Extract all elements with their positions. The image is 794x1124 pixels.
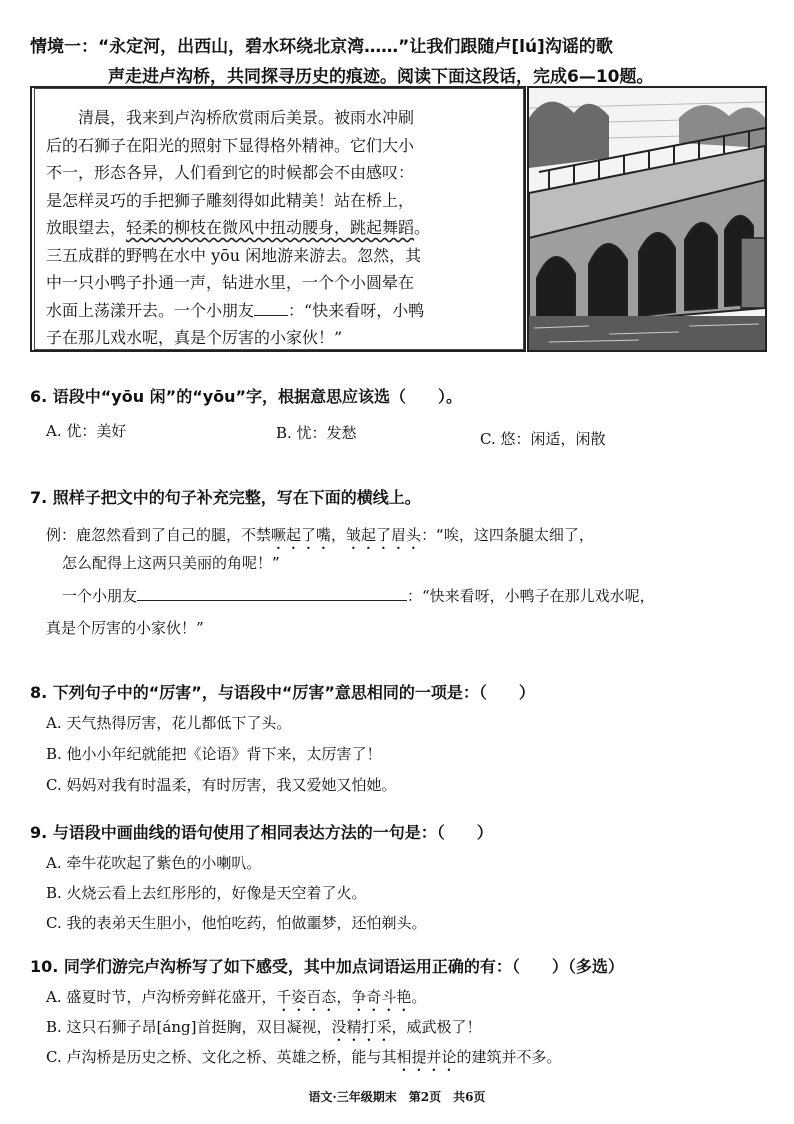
question-7-title: 7. 照样子把文中的句子补充完整，写在下面的横线上。 bbox=[30, 488, 421, 507]
q10-option-b[interactable] bbox=[46, 1016, 482, 1045]
option-text: A. 盛夏时节，卢沟桥旁鲜花盛开， bbox=[46, 988, 277, 1006]
example-text: ， bbox=[331, 526, 347, 544]
passage-line: 清晨，我来到卢沟桥欣赏雨后美景。被雨水冲刷 bbox=[78, 108, 415, 127]
dotted-word: 相提并论 bbox=[396, 1048, 457, 1066]
q10-option-a[interactable] bbox=[46, 986, 426, 1015]
dotted-word: 没精打采 bbox=[331, 1018, 392, 1036]
passage-line bbox=[46, 214, 516, 242]
passage-line: 三五成群的野鸭在水中 yōu 闲地游来游去。忽然，其 bbox=[46, 245, 422, 265]
option-text: ， bbox=[336, 988, 352, 1006]
passage-line: 子在那儿戏水呢，真是个厉害的小家伙！” bbox=[46, 328, 343, 347]
wavy-underlined-sentence: 轻柔的柳枝在微风中扭动腰身，跳起舞蹈 bbox=[126, 218, 415, 237]
intro-line-1: 情境一：“永定河，出西山，碧水环绕北京湾……”让我们跟随卢[lú]沟谣的歌 bbox=[30, 37, 613, 57]
q7-fill-line-2: 真是个厉害的小家伙！” bbox=[46, 619, 204, 637]
example-text: 例：鹿忽然看到了自己的腿，不禁 bbox=[46, 526, 272, 544]
fill-text: 一个小朋友 bbox=[62, 587, 138, 605]
q9-option-a[interactable]: A. 牵牛花吹起了紫色的小喇叭。 bbox=[46, 854, 262, 872]
answer-blank[interactable] bbox=[254, 299, 288, 316]
passage-line: 后的石狮子在阳光的照射下显得格外精神。它们大小 bbox=[46, 135, 415, 155]
q7-example-line-2: 怎么配得上这两只美丽的角呢！” bbox=[62, 554, 280, 572]
q8-option-a[interactable]: A. 天气热得厉害，花儿都低下了头。 bbox=[46, 714, 292, 732]
q6-option-b[interactable]: B. 忧：发愁 bbox=[276, 424, 357, 442]
option-text: 的建筑并不多。 bbox=[456, 1048, 562, 1066]
dotted-word: 千姿百态 bbox=[276, 988, 337, 1006]
lugou-bridge-illustration bbox=[527, 86, 767, 352]
option-text: 。 bbox=[411, 988, 427, 1006]
dotted-word: 皱起了眉头 bbox=[346, 526, 422, 544]
passage-text: 放眼望去， bbox=[46, 218, 127, 237]
question-8-title: 8. 下列句子中的“厉害”，与语段中“厉害”意思相同的一项是：（ ） bbox=[30, 683, 535, 702]
q9-option-c[interactable]: C. 我的表弟天生胆小，他怕吃药，怕做噩梦，还怕剃头。 bbox=[46, 914, 427, 932]
q8-option-c[interactable]: C. 妈妈对我有时温柔，有时厉害，我又爱她又怕她。 bbox=[46, 776, 397, 794]
q9-option-b[interactable]: B. 火烧云看上去红彤彤的，好像是天空着了火。 bbox=[46, 884, 367, 902]
example-text: ：“唉，这四条腿太细了， bbox=[421, 526, 594, 544]
dotted-word: 争奇斗艳 bbox=[351, 988, 412, 1006]
passage-text: 。 bbox=[414, 218, 431, 237]
fill-text: ：“快来看呀，小鸭子在那儿戏水呢， bbox=[407, 587, 655, 605]
dotted-word: 噘起了嘴 bbox=[271, 526, 332, 544]
q7-example bbox=[46, 524, 594, 553]
passage-text: ：“快来看呀，小鸭 bbox=[288, 300, 425, 320]
q8-option-b[interactable]: B. 他小小年纪就能把《论语》背下来，太厉害了！ bbox=[46, 745, 382, 763]
q7-fill-sentence bbox=[62, 585, 655, 606]
q6-option-c[interactable]: C. 悠：闲适，闲散 bbox=[480, 430, 606, 448]
passage-line: 中一只小鸭子扑通一声，钻进水里，一个个小圆晕在 bbox=[46, 273, 415, 292]
question-10-title: 10. 同学们游完卢沟桥写了如下感受，其中加点词语运用正确的有：（ ）（多选） bbox=[30, 957, 624, 976]
passage-text: 水面上荡漾开去。一个小朋友 bbox=[46, 300, 255, 320]
bridge-drawing bbox=[529, 88, 765, 350]
q7-answer-line[interactable] bbox=[137, 585, 407, 601]
passage-line: 是怎样灵巧的手把狮子雕刻得如此精美！站在桥上， bbox=[46, 190, 415, 210]
q10-option-c[interactable] bbox=[46, 1046, 562, 1075]
reading-passage bbox=[46, 104, 516, 352]
option-text: ，威武极了！ bbox=[391, 1018, 482, 1036]
passage-line bbox=[46, 297, 516, 325]
option-text: C. 卢沟桥是历史之桥、文化之桥、英雄之桥，能与其 bbox=[46, 1048, 397, 1066]
question-6-title: 6. 语段中“yōu 闲”的“yōu”字，根据意思应该选（ ）。 bbox=[30, 387, 463, 406]
scenario-intro bbox=[30, 32, 770, 92]
intro-line-2: 声走进卢沟桥，共同探寻历史的痕迹。阅读下面这段话，完成6—10题。 bbox=[108, 67, 654, 87]
q6-option-a[interactable]: A. 优：美好 bbox=[46, 422, 127, 440]
passage-line: 不一，形态各异，人们看到它的时候都会不由感叹： bbox=[46, 163, 415, 182]
question-9-title: 9. 与语段中画曲线的语句使用了相同表达方法的一句是：（ ） bbox=[30, 823, 493, 842]
page-footer: 语文·三年级期末 第2页 共6页 bbox=[308, 1090, 486, 1104]
option-text: B. 这只石狮子昂[áng]首挺胸，双目凝视， bbox=[46, 1018, 332, 1036]
